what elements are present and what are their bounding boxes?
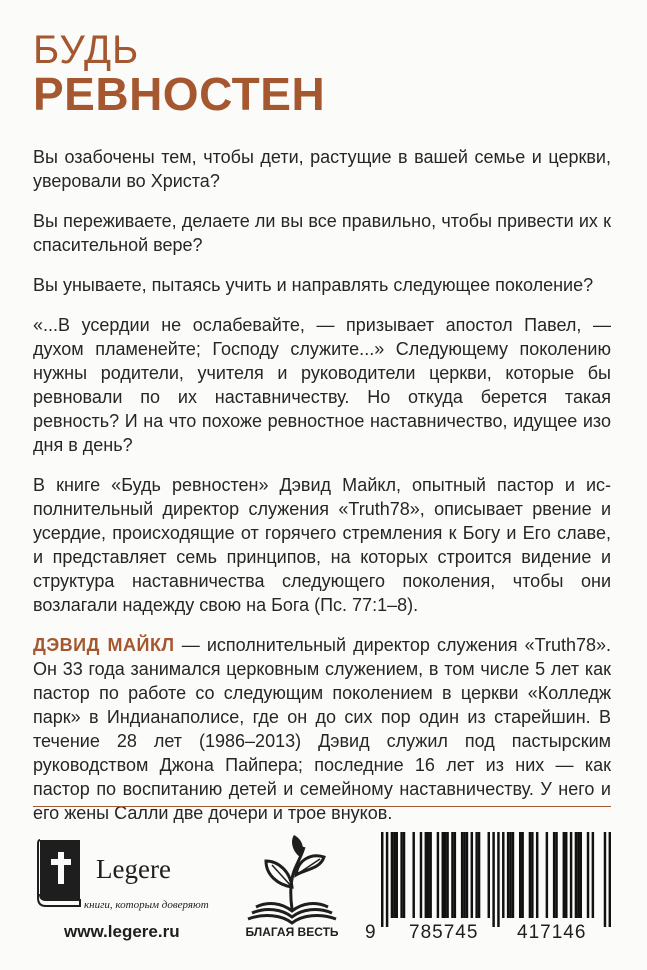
barcode-bar bbox=[454, 832, 456, 918]
barcode-bar bbox=[536, 832, 538, 918]
barcode-bar bbox=[575, 832, 577, 918]
barcode-bar bbox=[444, 832, 446, 918]
barcode-bar bbox=[587, 832, 589, 918]
barcode-bar bbox=[580, 832, 582, 918]
barcode-bar bbox=[466, 832, 468, 918]
divider-line bbox=[33, 806, 611, 807]
barcode-bars bbox=[381, 832, 611, 927]
barcode-bar bbox=[412, 832, 414, 918]
barcode-bar bbox=[531, 832, 533, 918]
barcode-first-digit: 9 bbox=[365, 922, 377, 943]
barcode-bar bbox=[425, 832, 427, 918]
barcode-bar bbox=[461, 832, 463, 918]
author-name: ДЭВИД МАЙКЛ bbox=[33, 635, 175, 655]
barcode-bar bbox=[442, 832, 444, 918]
barcode-bar bbox=[507, 832, 509, 918]
barcode-bar bbox=[502, 832, 504, 918]
barcode-bar bbox=[555, 832, 557, 918]
barcode-bar bbox=[512, 832, 514, 918]
barcode-bar bbox=[475, 832, 477, 918]
book-cross-icon bbox=[36, 838, 82, 908]
barcode-bar bbox=[577, 832, 579, 918]
barcode-bar bbox=[400, 832, 402, 918]
barcode-bar bbox=[529, 832, 531, 918]
legere-url: www.legere.ru bbox=[64, 922, 180, 941]
barcode-bar bbox=[492, 832, 494, 927]
barcode-bar bbox=[592, 832, 594, 918]
barcode-bar bbox=[427, 832, 429, 918]
blurb-text bbox=[33, 145, 611, 841]
legere-logo bbox=[36, 838, 209, 948]
barcode-bar bbox=[488, 832, 490, 918]
barcode-bar bbox=[519, 832, 521, 918]
paragraph-2: Вы переживаете, делаете ли вы все правильно, чтобы привести их к спасительной вере? bbox=[33, 211, 611, 255]
title-line-1: БУДЬ bbox=[33, 28, 140, 72]
blagaya-vest-logo bbox=[238, 835, 346, 945]
barcode-bar bbox=[563, 832, 565, 918]
legere-tagline: книги, которым доверяют bbox=[84, 899, 209, 911]
title-line-2: РЕВНОСТЕН bbox=[33, 68, 326, 120]
barcode-bar bbox=[497, 832, 499, 927]
barcode-bar bbox=[381, 832, 383, 927]
barcode-bar bbox=[446, 832, 448, 918]
blagaya-vest-label: БЛАГАЯ ВЕСТЬ bbox=[245, 925, 339, 939]
barcode-bar bbox=[420, 832, 422, 918]
barcode-group-1: 785745 bbox=[409, 922, 479, 943]
barcode-bar bbox=[604, 832, 606, 927]
barcode-bar bbox=[396, 832, 398, 918]
barcode-bar bbox=[403, 832, 405, 918]
barcode-bar bbox=[546, 832, 548, 918]
barcode-bar bbox=[471, 832, 473, 918]
paragraph-4: «...В усердии не ослабевайте, — призывает апостол Павел, — духом пламенейте; Господу служите...» Следующему поколению нужны родители, учителя и руководители церкви, которые бы ревновали по их наставничеству. Но откуда берется такая ревность? И на что похоже ревностное наставничество, идущее изо дня в день? bbox=[33, 315, 611, 455]
barcode-bar bbox=[478, 832, 480, 918]
barcode-bar bbox=[451, 832, 453, 918]
barcode-bar bbox=[565, 832, 567, 918]
barcode-bar bbox=[570, 832, 572, 918]
barcode-bar bbox=[553, 832, 555, 918]
legere-wordmark: Legere bbox=[96, 854, 171, 884]
paragraph-1: Вы озабочены тем, чтобы дети, растущие в вашей семье и церкви, уверовали во Христа? bbox=[33, 147, 611, 191]
barcode-bar bbox=[463, 832, 465, 918]
barcode-bar bbox=[393, 832, 395, 918]
book-title bbox=[33, 30, 325, 118]
sprout-book-icon bbox=[238, 835, 346, 925]
barcode-bar bbox=[609, 832, 611, 927]
barcode-bar bbox=[429, 832, 431, 918]
barcode-bar bbox=[437, 832, 439, 918]
barcode-bar bbox=[521, 832, 523, 918]
barcode-bar bbox=[391, 832, 393, 918]
paragraph-3: Вы унываете, пытаясь учить и направлять следующее поколение? bbox=[33, 275, 594, 295]
barcode-bar bbox=[386, 832, 388, 927]
author-bio-text: — исполнительный директор служения «Truth78». Он 33 года занимался церковным служением, в том числе 5 лет как пастор по работе со следующим поколением в церкви «Колледж парк» в Индианаполисе, где он до сих пор один из старейшин. В течение 28 лет (1986–2013) Дэвид служил под пастырским руководством Джона Пайпера; последние 16 лет из них — как пастор по воспитанию детей и семейному наставничеству. У него и его жены Салли две дочери и трое внуков. bbox=[33, 635, 612, 823]
isbn-barcode bbox=[365, 832, 615, 950]
barcode-bar bbox=[509, 832, 511, 918]
barcode-group-2: 417146 bbox=[517, 922, 587, 943]
author-bio bbox=[33, 633, 611, 825]
paragraph-5: В книге «Будь ревностен» Дэвид Майкл, опытный пастор и ис-полнительный директор служения «Truth78», описывает рвение и усердие, происходящие от горячего стремления к Богу и Его славе, и представляет семь принципов, на которых строится видение и структура наставничества следующего поколения, чтобы они возлагали надежду свою на Бога (Пс. 77:1–8). bbox=[33, 475, 611, 615]
